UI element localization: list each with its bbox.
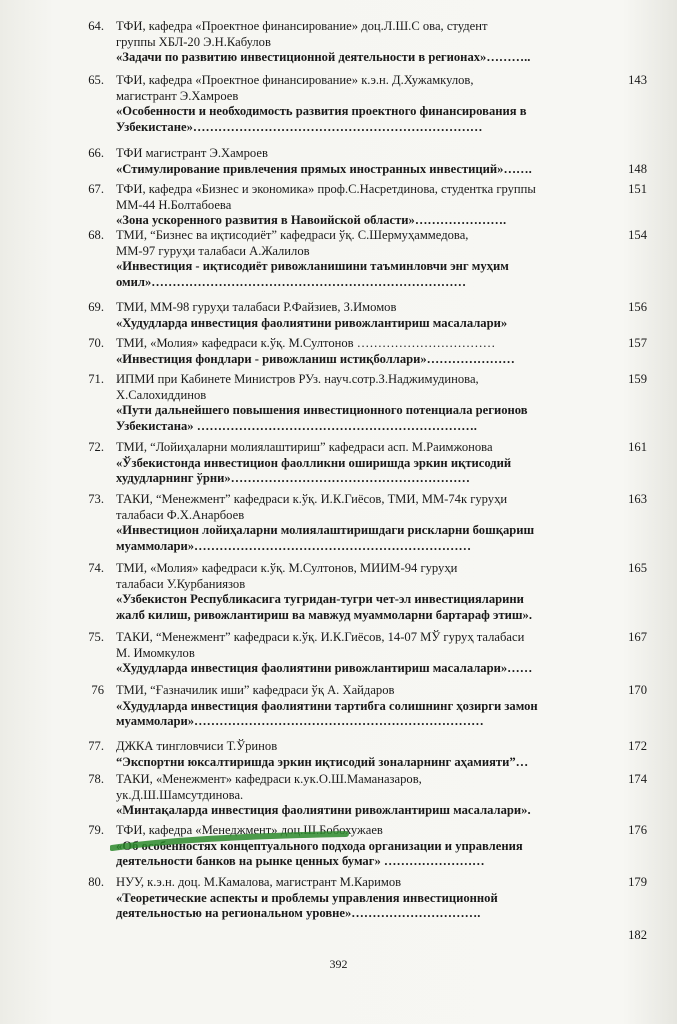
entry-author-line: ДЖКА тингловчиси Т.Ўринов xyxy=(116,739,278,753)
entry-author-line: группы ХБЛ-20 Э.Н.Кабулов xyxy=(116,34,271,49)
entry-page-number: 159 xyxy=(628,372,647,386)
entry-number: 79. xyxy=(88,823,104,837)
entry-page-number: 176 xyxy=(628,823,647,837)
entry-author-line: талабаси Ф.Х.Анарбоев xyxy=(116,507,245,522)
toc-entry xyxy=(0,928,677,944)
entry-number: 76 xyxy=(91,683,104,697)
entry-page-number: 182 xyxy=(628,928,647,942)
entry-author-line: ТМИ, ММ-98 гуруҳи талабаси Р.Файзиев, З.Имомов xyxy=(116,300,397,314)
entry-author-line: ММ-97 гуруҳи талабаси А.Жалилов xyxy=(116,243,310,258)
entry-page-number: 167 xyxy=(628,630,647,644)
entry-number: 78. xyxy=(88,772,104,786)
entry-title-line: «Стимулирование привлечения прямых иностранных инвестиций»……. xyxy=(116,161,532,176)
entry-number: 75. xyxy=(88,630,104,644)
entry-title-line: «Худудларда инвестиция фаолиятини ривожлантириш масалалари» xyxy=(116,315,508,330)
toc-entry xyxy=(0,336,677,367)
toc-entry xyxy=(0,372,677,434)
entry-title-line: «Минтақаларда инвестиция фаолиятини ривожлантириш масалалари». xyxy=(116,803,531,817)
entry-number: 64. xyxy=(88,19,104,33)
entry-title-line: худудларнинг ўрни»………………………………………………… xyxy=(116,471,470,485)
entry-author-line: ТФИ, кафедра «Бизнес и экономика» проф.С.Насретдинова, студентка группы xyxy=(116,182,536,196)
toc-entry xyxy=(0,182,677,229)
entry-page-number: 163 xyxy=(628,492,647,506)
entry-title-line: Узбекистане»…………………………………………………………… xyxy=(116,119,483,134)
entry-title-line: «Теоретические аспекты и проблемы управления инвестиционной xyxy=(116,890,498,905)
entry-title-line: муаммолари»…………………………………………………………… xyxy=(116,714,484,728)
toc-entry xyxy=(0,73,677,135)
entry-number: 65. xyxy=(88,73,104,87)
entry-number: 80. xyxy=(88,875,104,889)
entry-title-line: «Пути дальнейшего повышения инвестиционного потенциала регионов xyxy=(116,403,528,417)
entry-title-line: «Инвестиция - иқтисодиёт ривожланишини таъминловчи энг муҳим xyxy=(116,259,509,273)
entry-page-number: 165 xyxy=(628,561,647,575)
entry-author-line: ТАКИ, “Менежмент” кафедраси к.ўқ. И.К.Гиёсов, 14-07 МЎ гуруҳ талабаси xyxy=(116,630,525,644)
entry-title-line: омил»………………………………………………………………… xyxy=(116,274,467,289)
entry-author-line: ТМИ, “Ғазначилик иши” кафедраси ўқ А. Хайдаров xyxy=(116,683,395,697)
entry-number: 70. xyxy=(88,336,104,350)
entry-author-line: ТФИ, кафедра «Проектное финансирование» к.э.н. Д.Хужамкулов, xyxy=(116,73,474,87)
entry-number: 74. xyxy=(88,561,104,575)
entry-author-line: ТАКИ, «Менежмент» кафедраси к.ук.О.Ш.Маманазаров, xyxy=(116,772,422,786)
toc-entry xyxy=(0,492,677,554)
entry-author-line: Х.Салохиддинов xyxy=(116,387,207,402)
entry-author-line: ТМИ, «Молия» кафедраси к.ўқ. М.Султонов, МИИМ-94 гуруҳи xyxy=(116,561,458,575)
entry-title-line: «Задачи по развитию инвестиционной деятельности в регионах»……….. xyxy=(116,50,531,64)
entry-title-line: «Узбекистон Республикасига тугридан-тугри чет-эл инвестицияларини xyxy=(116,592,524,606)
entry-number: 73. xyxy=(88,492,104,506)
entry-title-line: «Худудларда инвестиция фаолиятини тартибга солишнинг ҳозирги замон xyxy=(116,698,538,713)
entry-author-line: ук.Д.Ш.Шамсутдинова. xyxy=(116,787,244,802)
entry-author-line: ТФИ, кафедра «Менеджмент» доц.Ш.Бобохужаев xyxy=(116,823,383,837)
toc-entry xyxy=(0,875,677,922)
toc-entry xyxy=(0,440,677,487)
entry-page-number: 170 xyxy=(628,683,647,697)
entry-author-line: ТМИ, “Бизнес ва иқтисодиёт” кафедраси ўқ. С.Шермуҳаммедова, xyxy=(116,228,469,242)
entry-title-line: Узбекистана» …………………………………………………………. xyxy=(116,418,477,433)
page-number: 392 xyxy=(329,957,348,971)
toc-entry xyxy=(0,146,677,177)
entry-title-line: муаммолари»………………………………………………………… xyxy=(116,538,472,553)
entry-title-line: «Инвестиция фондлари - ривожланиш истиқболлари»………………… xyxy=(116,351,515,366)
entry-title-line: «Особенности и необходимость развития проектного финансирования в xyxy=(116,104,527,118)
entry-number: 68. xyxy=(88,228,104,242)
entry-number: 67. xyxy=(88,182,104,196)
entry-title-line: «Зона ускоренного развития в Навоийской области»…………………. xyxy=(116,213,507,227)
entry-page-number: 179 xyxy=(628,875,647,889)
toc-entry xyxy=(0,300,677,331)
green-highlighter-mark xyxy=(110,830,350,854)
entry-number: 69. xyxy=(88,300,104,314)
toc-entry xyxy=(0,228,677,290)
entry-title-line: деятельности банков на рынке ценных бумаг» …………………… xyxy=(116,854,485,868)
entry-author-line: М. Имомкулов xyxy=(116,645,195,660)
entry-author-line: ТФИ, кафедра «Проектное финансирование» доц.Л.Ш.С ова, студент xyxy=(116,19,488,33)
entry-page-number: 143 xyxy=(628,73,647,87)
entry-title-line: жалб килиш, ривожлантириш ва мавжуд муаммоларни бартараф этиш». xyxy=(116,607,532,622)
entry-author-line: талабаси У.Курбаниязов xyxy=(116,576,246,591)
entry-number: 72. xyxy=(88,440,104,454)
entry-page-number: 148 xyxy=(628,161,647,176)
entry-author-line: НУУ, к.э.н. доц. М.Камалова, магистрант М.Каримов xyxy=(116,875,402,889)
entry-title-line: деятельностью на региональном уровне»…………………………. xyxy=(116,906,481,920)
entry-page-number: 172 xyxy=(628,739,647,753)
entry-number: 77. xyxy=(88,739,104,753)
entry-page-number: 156 xyxy=(628,300,647,314)
entry-title-line: «Об особенностях концептуального подхода организации и управления xyxy=(116,838,523,853)
entry-page-number: 151 xyxy=(628,182,647,196)
toc-entry xyxy=(0,683,677,730)
entry-page-number: 174 xyxy=(628,772,647,786)
entry-title-line: «Инвестицион лойиҳаларни молиялаштиришдаги рискларни бошқариш xyxy=(116,523,535,537)
toc-entry xyxy=(0,739,677,770)
entry-title-line: “Экспортни юксалтиришда эркин иқтисодий зоналарнинг аҳамияти”… xyxy=(116,754,529,769)
toc-entry xyxy=(0,630,677,677)
toc-entry xyxy=(0,561,677,623)
toc-entry xyxy=(0,19,677,66)
entry-page-number: 157 xyxy=(628,336,647,350)
entry-number: 71. xyxy=(88,372,104,386)
entry-page-number: 161 xyxy=(628,440,647,454)
entry-author-line: ТМИ, “Лойиҳаларни молиялаштириш” кафедраси асп. М.Раимжонова xyxy=(116,440,493,454)
entry-author-line: магистрант Э.Хамроев xyxy=(116,88,239,103)
entry-author-line: ИПМИ при Кабинете Министров РУз. науч.сотр.З.Наджимудинова, xyxy=(116,372,479,386)
entry-title-line: «Худудларда инвестиция фаолиятини ривожлантириш масалалари»…… xyxy=(116,661,533,675)
entry-author-line: ТМИ, «Молия» кафедраси к.ўқ. М.Султонов …………………………… xyxy=(116,336,496,350)
entry-title-line: «Ўзбекистонда инвестицион фаолликни оширишда эркин иқтисодий xyxy=(116,455,512,470)
entry-author-line: ТФИ магистрант Э.Хамроев xyxy=(116,146,268,160)
entry-number: 66. xyxy=(88,146,104,160)
entry-author-line: ТАКИ, “Менежмент” кафедраси к.ўқ. И.К.Гиёсов, ТМИ, ММ-74к гуруҳи xyxy=(116,492,508,506)
entry-author-line: ММ-44 Н.Болтабоева xyxy=(116,197,232,212)
toc-entry xyxy=(0,772,677,819)
entry-page-number: 154 xyxy=(628,228,647,242)
